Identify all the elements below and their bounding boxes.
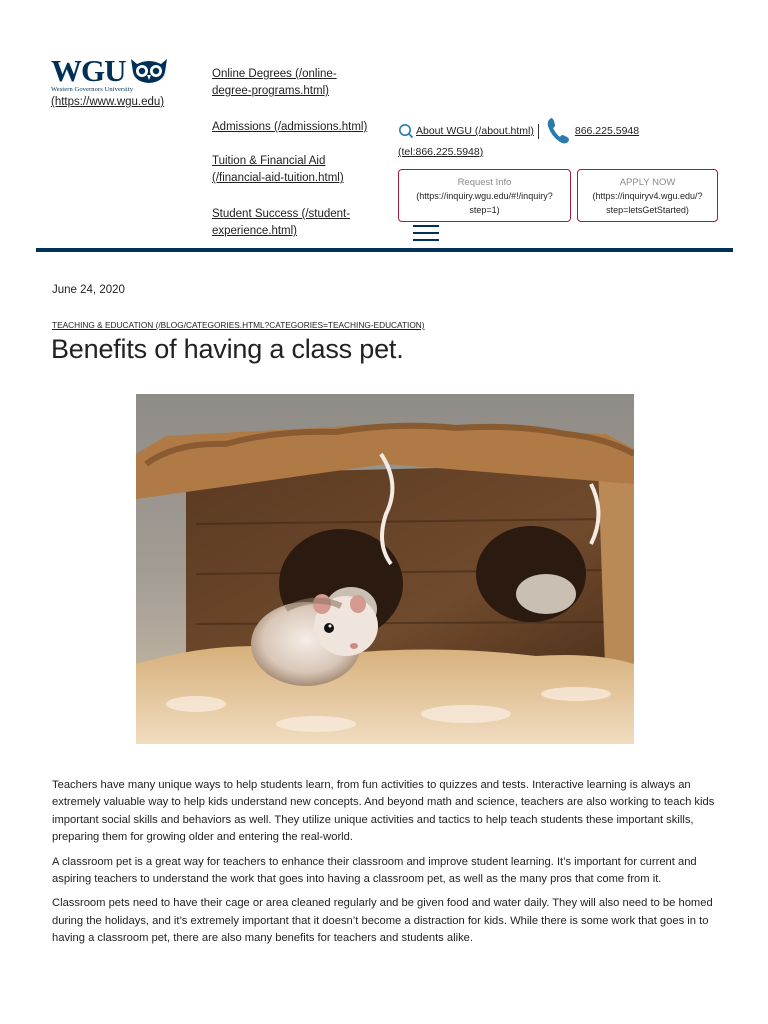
apply-now-label: APPLY NOW: [619, 177, 676, 188]
request-info-url: (https://inquiry.wgu.edu/#!/inquiry?step=1): [416, 191, 553, 215]
divider: [538, 124, 539, 139]
owl-logo-icon: [129, 56, 169, 84]
apply-now-url: (https://inquiryv4.wgu.edu/?step=letsGetStarted): [592, 191, 703, 215]
search-icon[interactable]: [398, 123, 414, 139]
logo-url[interactable]: (https://www.wgu.edu): [51, 96, 165, 108]
phone-icon[interactable]: [545, 117, 571, 145]
menu-icon[interactable]: [413, 225, 439, 246]
article-body: [52, 777, 718, 955]
about-wgu-link[interactable]: About WGU (/about.html): [416, 125, 534, 137]
request-info-label: Request Info: [457, 177, 512, 188]
article-paragraph: A classroom pet is a great way for teachers to enhance their classroom and improve student learning. It’s important for current and aspiring teachers to understand the work that goes into having a classroom pet, as well as the many pros that come from it.: [52, 855, 697, 886]
wgu-logo-link[interactable]: [51, 53, 181, 108]
nav-admissions[interactable]: Admissions (/admissions.html): [212, 121, 368, 133]
phone-number-link[interactable]: 866.225.5948: [574, 125, 640, 137]
nav-tuition-financial-aid[interactable]: Tuition & Financial Aid (/financial-aid-tuition.html): [212, 155, 344, 184]
article-image: [136, 394, 634, 744]
hamster-photo: [136, 394, 634, 744]
category-link[interactable]: TEACHING & EDUCATION (/BLOG/CATEGORIES.HTML?CATEGORIES=TEACHING-EDUCATION): [52, 320, 425, 330]
header-divider: [36, 248, 733, 252]
page-title: Benefits of having a class pet.: [51, 334, 404, 364]
nav-student-success[interactable]: Student Success (/student-experience.html): [212, 208, 351, 237]
utility-bar: [398, 117, 639, 145]
article-paragraph: Classroom pets need to have their cage or area cleaned regularly and be given food and water daily. They will also need to be homed during the holidays, and it’s extremely important that it doesn’t become a distraction for kids. While there is some work that goes in to having a classroom pet, there are also many benefits for teachers and students alike.: [52, 897, 713, 945]
nav-online-degrees[interactable]: Online Degrees (/online-degree-programs.html): [212, 68, 337, 97]
tel-link[interactable]: (tel:866.225.5948): [398, 146, 484, 158]
article-date: June 24, 2020: [52, 284, 125, 296]
apply-now-button[interactable]: [577, 169, 718, 222]
article-paragraph: Teachers have many unique ways to help students learn, from fun activities to quizzes and tests. Interactive learning is always an extremely valuable way to help kids understand new concepts. And beyond math and science, teachers are also working to teach kids important social skills and behaviors as well. They utilize unique activities and tactics to help teach students these important skills, preparing them for growing older and entering the real-world.: [52, 779, 715, 844]
logo-wordmark: WGU: [51, 53, 126, 88]
logo-subtitle: Western Governors University: [51, 86, 134, 93]
request-info-button[interactable]: [398, 169, 571, 222]
